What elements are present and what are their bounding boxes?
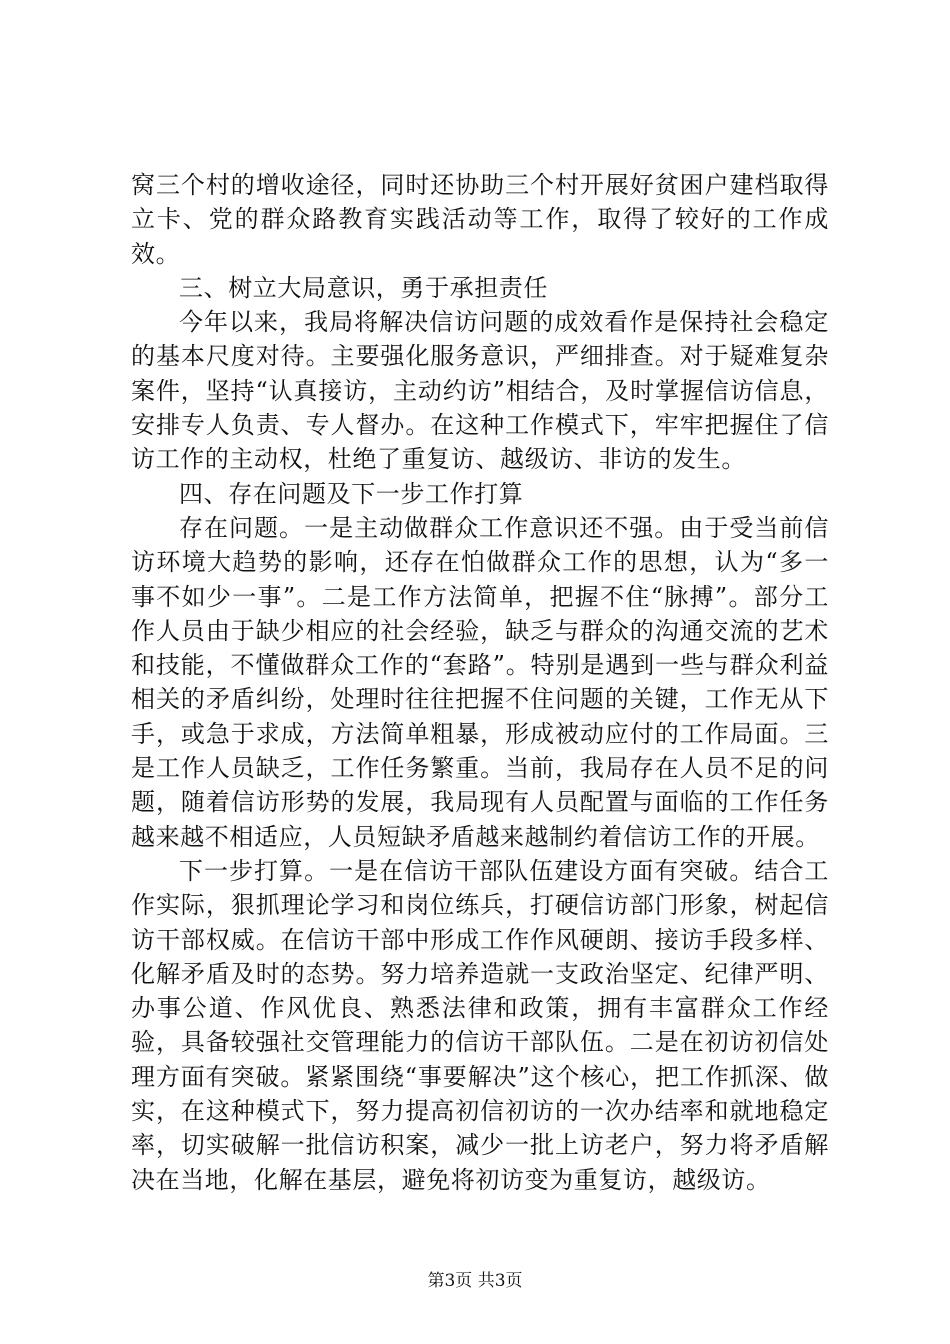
problems-paragraph: 存在问题。一是主动做群众工作意识还不强。由于受当前信访环境大趋势的影响，还存在怕做群众工作的思想，认为“多一事不如少一事”。二是工作方法简单，把握不住“脉搏”。部分工作人员由于缺少相应的社会经验，缺乏与群众的沟通交流的艺术和技能，不懂做群众工作的“套路”。特别是遇到一些与群众利益相关的矛盾纠纷，处理时往往把握不住问题的关键，工作无从下手，或急于求成，方法简单粗暴，形成被动应付的工作局面。三是工作人员缺乏，工作任务繁重。当前，我局存在人员不足的问题，随着信访形势的发展，我局现有人员配置与面临的工作任务越来越不相适应，人员短缺矛盾越来越制约着信访工作的开展。 <box>131 513 829 851</box>
section-heading-3: 三、树立大局意识，勇于承担责任 <box>179 273 548 302</box>
section-3-paragraph: 今年以来，我局将解决信访问题的成效看作是保持社会稳定的基本尺度对待。主要强化服务意识，严细排查。对于疑难复杂案件，坚持“认真接访，主动约访”相结合，及时掌握信访信息，安排专人负责、专人督办。在这种工作模式下，牢牢把握住了信访工作的主动权，杜绝了重复访、越级访、非访的发生。 <box>131 308 829 474</box>
next-steps-paragraph: 下一步打算。一是在信访干部队伍建设方面有突破。结合工作实际，狠抓理论学习和岗位练兵，打硬信访部门形象，树起信访干部权威。在信访干部中形成工作作风硬朗、接访手段多样、化解矛盾及时的态势。努力培养造就一支政治坚定、纪律严明、办事公道、作风优良、熟悉法律和政策，拥有丰富群众工作经验，具备较强社交管理能力的信访干部队伍。二是在初访初信处理方面有突破。紧紧围绕“事要解决”这个核心，把工作抓深、做实，在这种模式下，努力提高初信初访的一次办结率和就地稳定率，切实破解一批信访积案，减少一批上访老户，努力将矛盾解决在当地，化解在基层，避免将初访变为重复访，越级访。 <box>131 856 829 1194</box>
continuation-paragraph: 窝三个村的增收途径，同时还协助三个村开展好贫困户建档取得立卡、党的群众路教育实践活动等工作，取得了较好的工作成效。 <box>131 171 829 268</box>
section-heading-4: 四、存在问题及下一步工作打算 <box>179 479 524 508</box>
page-number-footer: 第3页 共3页 <box>427 1271 523 1291</box>
document-body <box>131 168 829 1197</box>
